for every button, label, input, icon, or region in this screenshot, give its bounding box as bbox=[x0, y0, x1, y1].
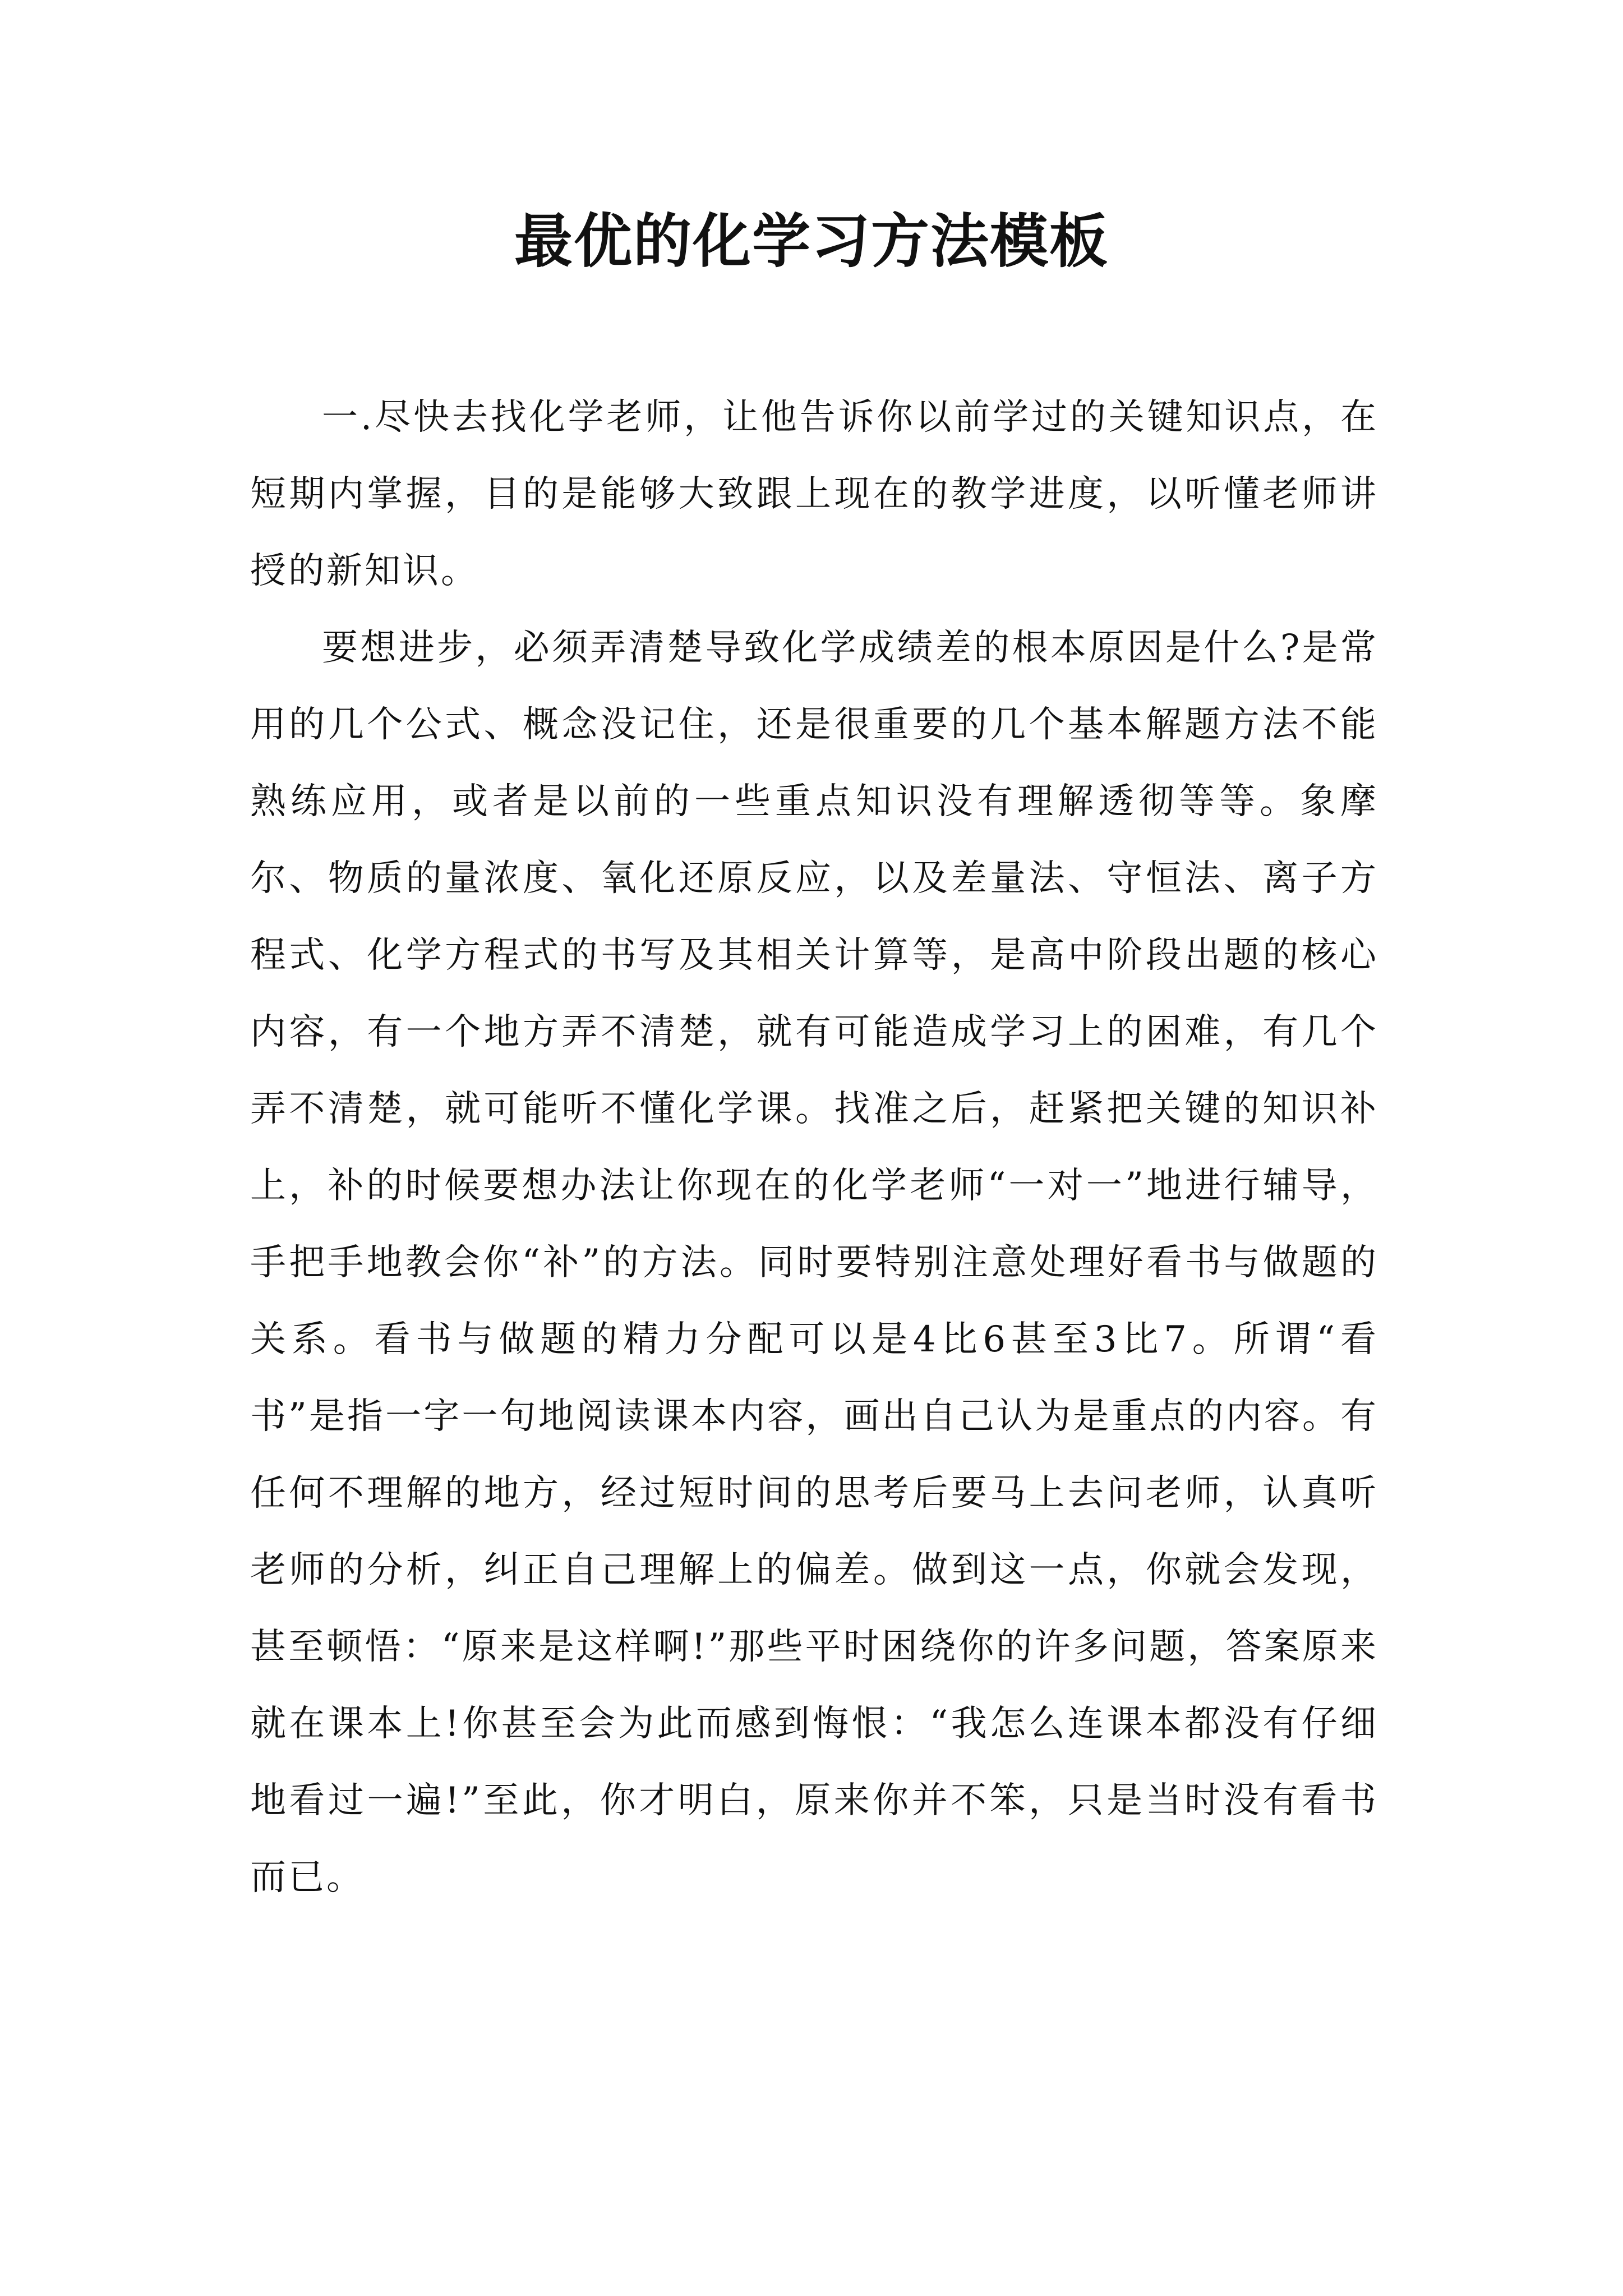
document-body bbox=[250, 379, 1378, 1916]
document-title: 最优的化学习方法模板 bbox=[514, 207, 1109, 275]
paragraph-1: 一.尽快去找化学老师，让他告诉你以前学过的关键知识点，在短期内掌握，目的是能够大致跟上现在的教学进度，以听懂老师讲授的新知识。 bbox=[250, 397, 1378, 592]
paragraph-2: 要想进步，必须弄清楚导致化学成绩差的根本原因是什么?是常用的几个公式、概念没记住，还是很重要的几个基本解题方法不能熟练应用，或者是以前的一些重点知识没有理解透彻等等。象摩尔、物质的量浓度、氧化还原反应，以及差量法、守恒法、离子方程式、化学方程式的书写及其相关计算等，是高中阶段出题的核心内容，有一个地方弄不清楚，就有可能造成学习上的困难，有几个弄不清楚，就可能听不懂化学课。找准之后，赶紧把关键的知识补上，补的时候要想办法让你现在的化学老师“一对一”地进行辅导，手把手地教会你“补”的方法。同时要特别注意处理好看书与做题的关系。看书与做题的精力分配可以是4比6甚至3比7。所谓“看书”是指一字一句地阅读课本内容，画出自己认为是重点的内容。有任何不理解的地方，经过短时间的思考后要马上去问老师，认真听老师的分析，纠正自己理解上的偏差。做到这一点，你就会发现，甚至顿悟：“原来是这样啊!”那些平时困绕你的许多问题，答案原来就在课本上!你甚至会为此而感到悔恨：“我怎么连课本都没有仔细地看过一遍!”至此，你才明白，原来你并不笨，只是当时没有看书而已。 bbox=[250, 627, 1378, 1898]
